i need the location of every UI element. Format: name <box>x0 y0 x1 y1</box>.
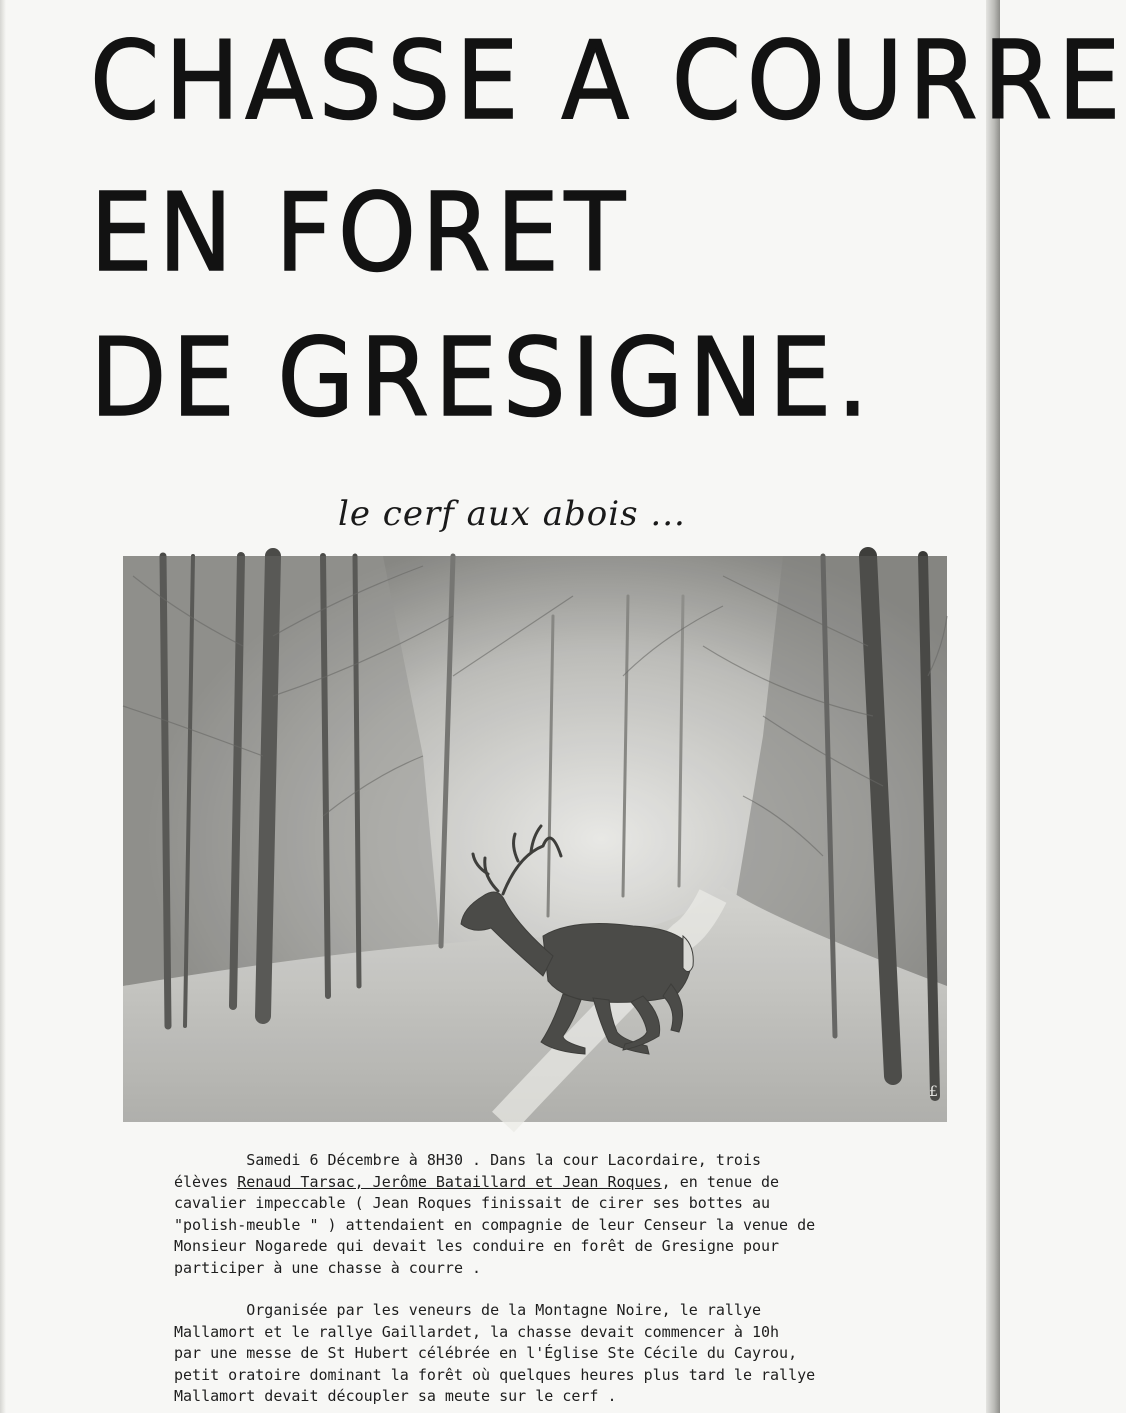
paragraph-2-line-4: petit oratoire dominant la forêt où quelques heures plus tard le rallye <box>174 1365 816 1384</box>
paragraph-2-line-5: Mallamort devait découpler sa meute sur le cerf . <box>174 1387 617 1405</box>
paragraph-2-line-1: Organisée par les veneurs de la Montagne Noire, le rallye <box>174 1301 761 1319</box>
page-left-edge <box>0 0 6 1413</box>
paragraph-1-line-1: Samedi 6 Décembre à 8H30 . Dans la cour Lacordaire, trois <box>174 1151 761 1169</box>
paragraph-1-line-3: cavalier impeccable ( Jean Roques finissait de cirer ses bottes au <box>174 1194 771 1212</box>
paragraph-1 <box>174 1150 934 1279</box>
stag-photo <box>123 556 947 1122</box>
paragraph-1-line-5: Monsieur Nogarede qui devait les conduire en forêt de Gresigne pour <box>174 1237 780 1255</box>
title-line-2: EN FORET <box>90 171 631 296</box>
paragraph-1-line-4: "polish-meuble " ) attendaient en compagnie de leur Censeur la venue de <box>174 1215 816 1234</box>
paragraph-1-line-6: participer à une chasse à courre . <box>174 1258 482 1277</box>
page-right-edge <box>986 0 1000 1413</box>
paragraph-2 <box>174 1300 934 1408</box>
title-line-1: CHASSE A COURRE <box>90 19 1126 144</box>
handwritten-subtitle: le cerf aux abois ... <box>338 494 686 534</box>
paragraph-1-line-2-end: , en tenue de <box>661 1172 780 1191</box>
title-line-3: DE GRESIGNE. <box>90 316 874 441</box>
paragraph-2-line-2: Mallamort et le rallye Gaillardet, la chasse devait commencer à 10h <box>174 1322 780 1341</box>
paragraph-1-line-2-start: élèves <box>174 1172 238 1191</box>
student-names: Renaud Tarsac, Jerôme Bataillard et Jean Roques <box>237 1172 662 1191</box>
stag-running-in-forest-photo-icon <box>123 556 947 1122</box>
paragraph-2-line-3: par une messe de St Hubert célébrée en l'Église Ste Cécile du Cayrou, <box>174 1344 798 1362</box>
photo-corner-mark: £ <box>929 1084 938 1100</box>
